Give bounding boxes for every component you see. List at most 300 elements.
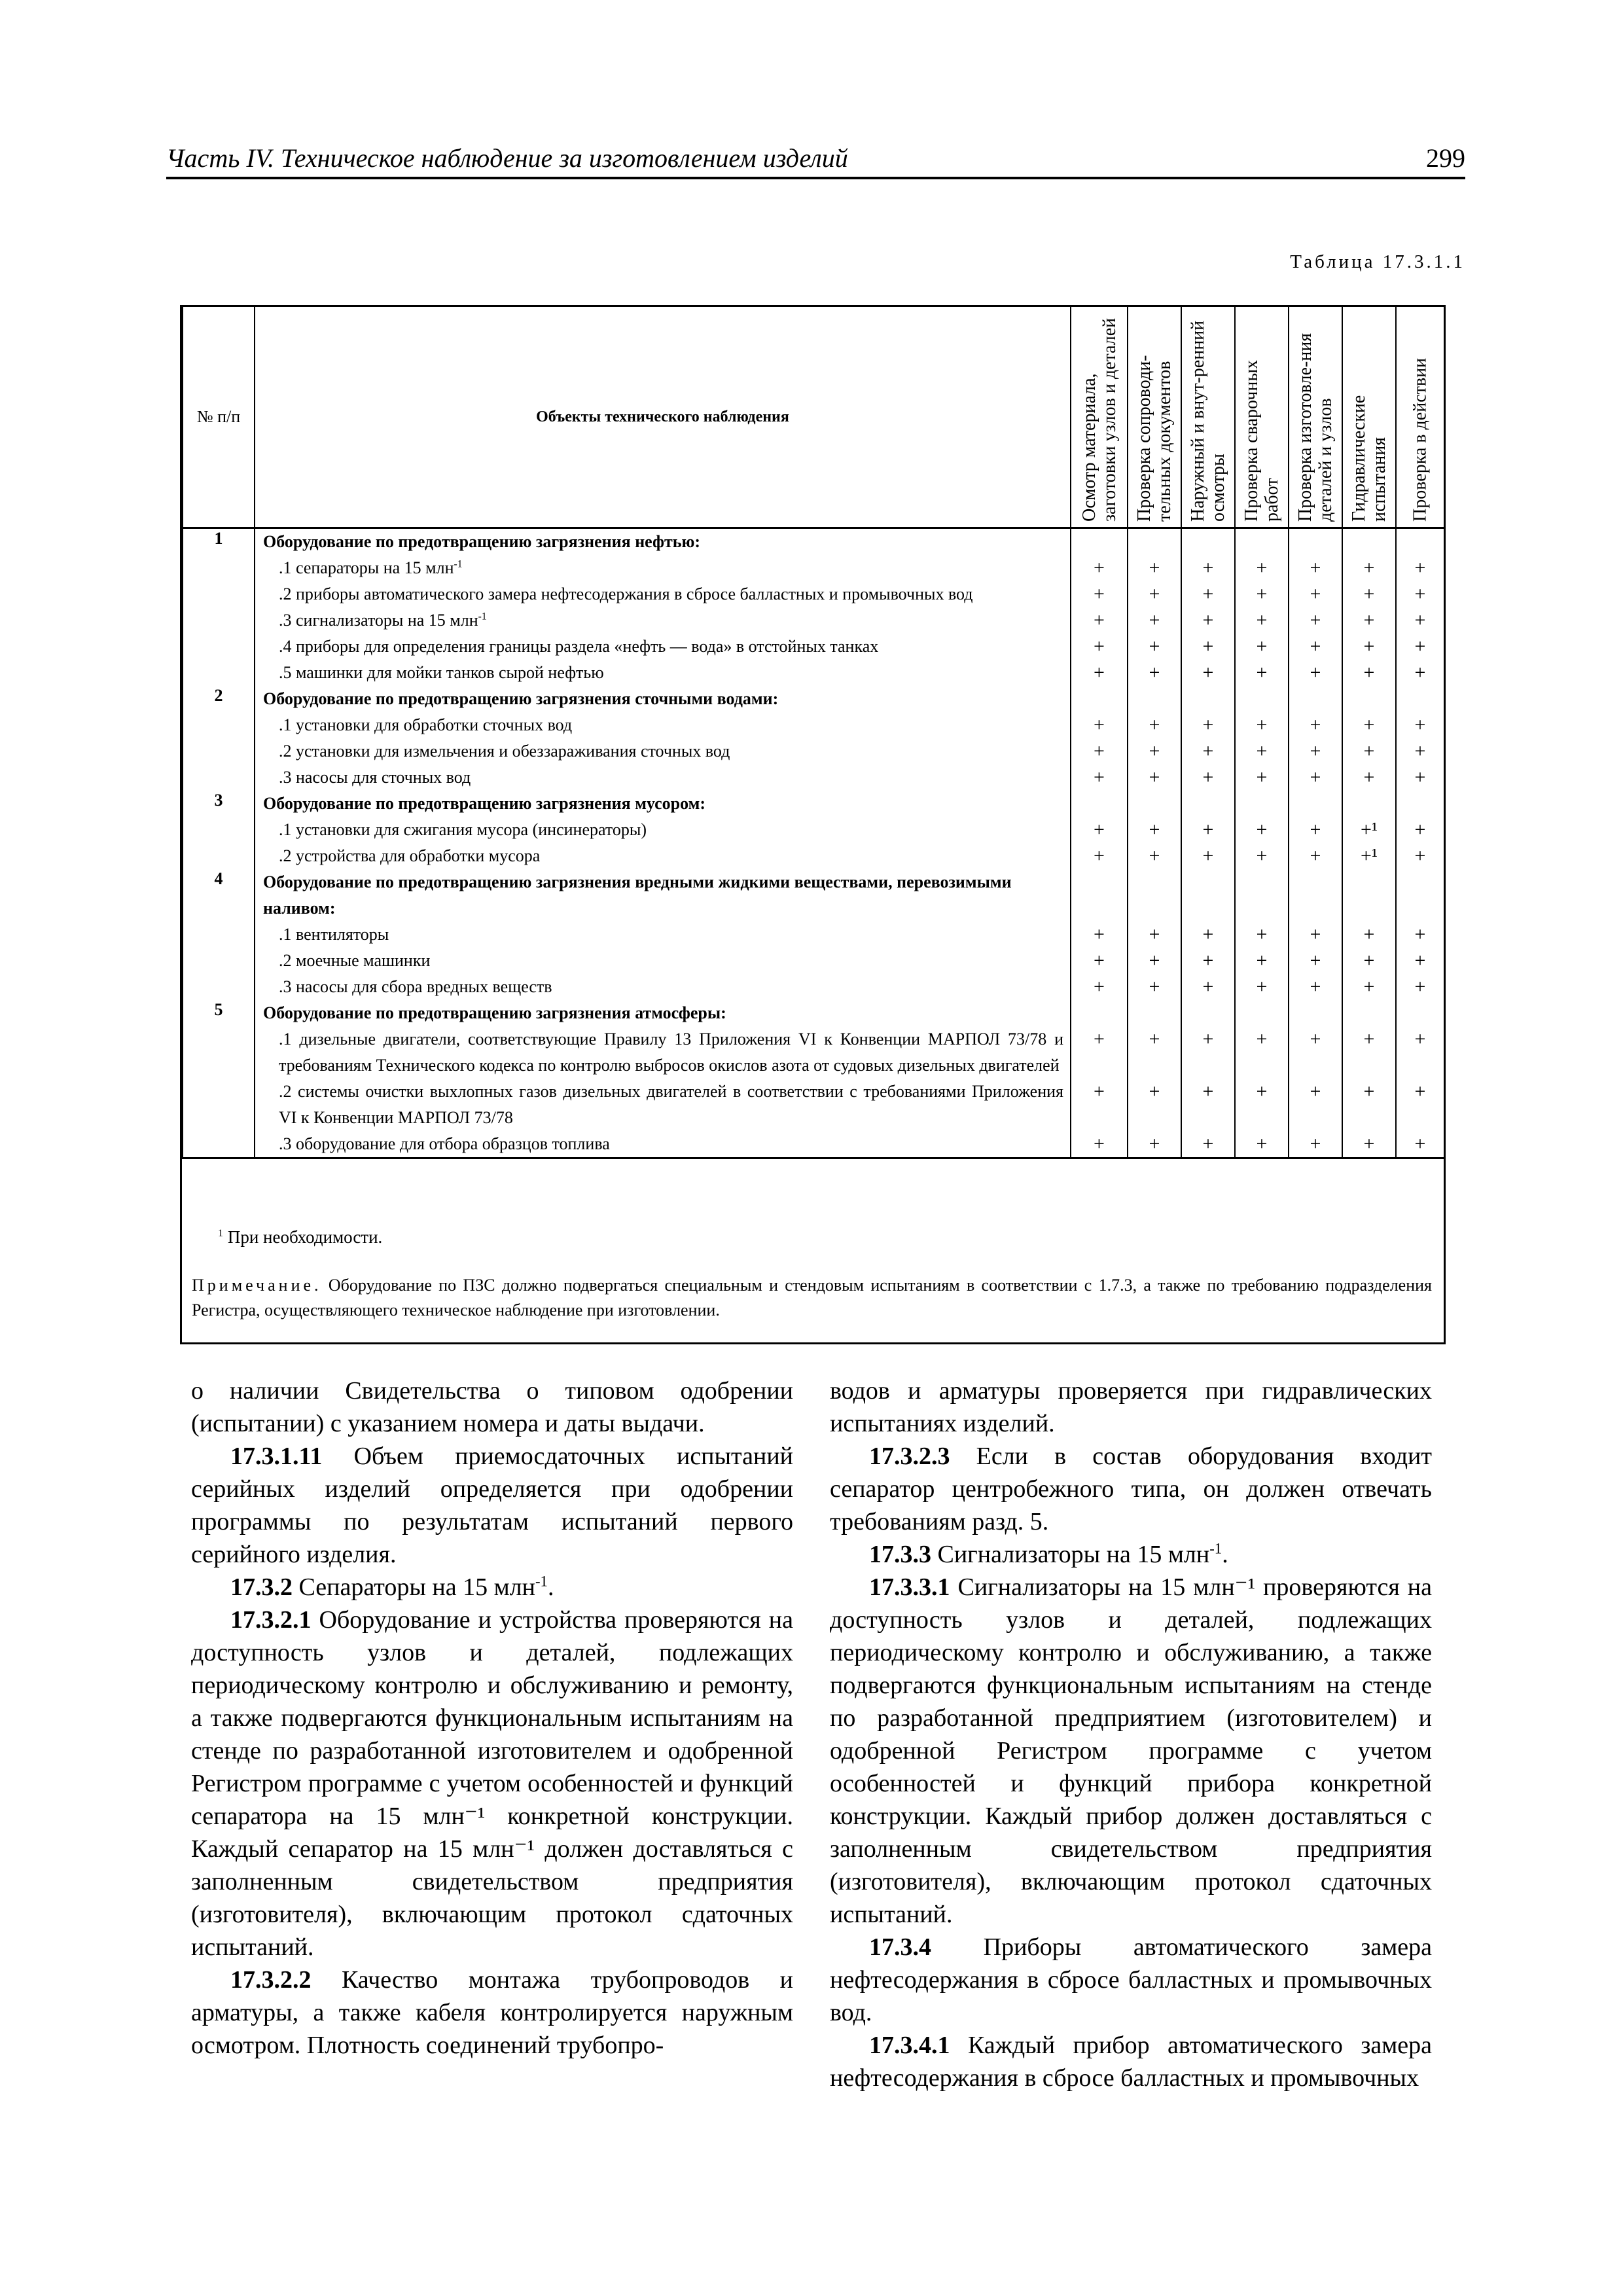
check-mark: + bbox=[1071, 738, 1128, 764]
check-mark: + bbox=[1181, 843, 1235, 869]
check-mark: + bbox=[1396, 738, 1444, 764]
paragraph-tail: . bbox=[1222, 1541, 1228, 1568]
check-mark: + bbox=[1071, 764, 1128, 791]
check-mark: + bbox=[1128, 843, 1181, 869]
row-number bbox=[183, 660, 255, 686]
col-header-check-2 bbox=[1128, 307, 1181, 528]
body-column-left bbox=[191, 1374, 793, 2062]
paragraph-text: Сигнализаторы на 15 млн bbox=[931, 1541, 1210, 1568]
check-mark: + bbox=[1342, 974, 1396, 1000]
check-mark: + bbox=[1235, 843, 1289, 869]
check-mark: + bbox=[1181, 922, 1235, 948]
check-mark bbox=[1128, 686, 1181, 712]
row-object bbox=[255, 948, 1071, 974]
row-number bbox=[183, 1131, 255, 1158]
check-mark: + bbox=[1181, 1079, 1235, 1131]
check-mark bbox=[1235, 528, 1289, 556]
check-mark: + bbox=[1396, 660, 1444, 686]
check-mark: + bbox=[1071, 712, 1128, 738]
check-mark: + bbox=[1289, 1079, 1342, 1131]
check-mark: + bbox=[1071, 922, 1128, 948]
row-object bbox=[255, 712, 1071, 738]
row-object bbox=[255, 843, 1071, 869]
check-mark: + bbox=[1342, 1026, 1396, 1079]
check-mark bbox=[1181, 528, 1235, 556]
check-mark: + bbox=[1396, 1079, 1444, 1131]
check-mark: + bbox=[1289, 948, 1342, 974]
check-mark bbox=[1342, 1000, 1396, 1026]
row-object-text: .3 насосы для сточных вод bbox=[279, 768, 471, 787]
check-mark: + bbox=[1235, 738, 1289, 764]
check-mark bbox=[1289, 686, 1342, 712]
row-object bbox=[255, 974, 1071, 1000]
table-section-row bbox=[183, 869, 1444, 922]
check-mark bbox=[1235, 791, 1289, 817]
check-mark: + bbox=[1128, 712, 1181, 738]
page-number: 299 bbox=[1426, 143, 1465, 173]
check-mark: + bbox=[1235, 581, 1289, 607]
check-mark: + bbox=[1071, 607, 1128, 634]
table-row bbox=[183, 843, 1444, 869]
check-mark bbox=[1289, 528, 1342, 556]
row-object bbox=[255, 607, 1071, 634]
check-mark: + bbox=[1235, 974, 1289, 1000]
row-number bbox=[183, 634, 255, 660]
check-mark: + bbox=[1181, 948, 1235, 974]
check-mark: + bbox=[1289, 817, 1342, 843]
table-row bbox=[183, 764, 1444, 791]
check-mark bbox=[1235, 1000, 1289, 1026]
body-paragraph bbox=[830, 2029, 1432, 2094]
check-mark: + bbox=[1235, 764, 1289, 791]
check-mark: + bbox=[1071, 634, 1128, 660]
row-number bbox=[183, 607, 255, 634]
note-text: Оборудование по ПЗС должно подвергаться специальным и стендовым испытаниям в соответствии с 1.7.3, а также по требованию подразделения Регистра, осуществляющего техническое наблюдение при изготовлении. bbox=[192, 1276, 1432, 1319]
check-mark: + bbox=[1342, 922, 1396, 948]
body-paragraph bbox=[830, 1440, 1432, 1538]
row-number: 4 bbox=[183, 869, 255, 922]
check-mark: + bbox=[1235, 634, 1289, 660]
check-mark bbox=[1289, 869, 1342, 922]
row-number bbox=[183, 764, 255, 791]
check-mark: + bbox=[1235, 555, 1289, 581]
check-mark: + bbox=[1289, 581, 1342, 607]
check-mark: + bbox=[1396, 843, 1444, 869]
check-mark bbox=[1396, 869, 1444, 922]
check-mark: + bbox=[1396, 922, 1444, 948]
check-mark: + bbox=[1181, 660, 1235, 686]
table-row bbox=[183, 634, 1444, 660]
table-row bbox=[183, 555, 1444, 581]
check-mark: + bbox=[1181, 634, 1235, 660]
body-paragraph bbox=[191, 1964, 793, 2062]
table-row bbox=[183, 922, 1444, 948]
table-section-row bbox=[183, 528, 1444, 556]
row-object bbox=[255, 634, 1071, 660]
check-mark bbox=[1128, 791, 1181, 817]
check-mark: + bbox=[1342, 738, 1396, 764]
check-mark bbox=[1235, 686, 1289, 712]
check-mark bbox=[1071, 528, 1128, 556]
row-number bbox=[183, 948, 255, 974]
check-mark bbox=[1181, 791, 1235, 817]
col-header-check-label: Проверка сварочных работ bbox=[1241, 359, 1282, 522]
check-mark: + bbox=[1289, 660, 1342, 686]
table-row bbox=[183, 581, 1444, 607]
check-mark: + bbox=[1289, 555, 1342, 581]
col-header-check-3 bbox=[1181, 307, 1235, 528]
row-object bbox=[255, 1026, 1071, 1079]
check-mark: + bbox=[1342, 1079, 1396, 1131]
row-object-text: Оборудование по предотвращению загрязнения сточными водами: bbox=[263, 689, 779, 708]
check-mark: + bbox=[1071, 1131, 1128, 1158]
table-row bbox=[183, 660, 1444, 686]
check-mark: + bbox=[1342, 1131, 1396, 1158]
paragraph-text: водов и арматуры проверяется при гидравлических испытаниях изделий. bbox=[830, 1377, 1432, 1437]
check-mark: + bbox=[1396, 764, 1444, 791]
row-object-text: .3 сигнализаторы на 15 млн bbox=[279, 611, 478, 630]
check-mark: + bbox=[1181, 817, 1235, 843]
check-mark: + bbox=[1071, 817, 1128, 843]
check-mark: + bbox=[1071, 581, 1128, 607]
body-paragraph bbox=[830, 1374, 1432, 1440]
check-mark: + bbox=[1128, 764, 1181, 791]
check-mark: + bbox=[1235, 607, 1289, 634]
check-mark: + bbox=[1071, 843, 1128, 869]
row-object-text: .2 моечные машинки bbox=[279, 951, 431, 970]
row-object-text: .1 сепараторы на 15 млн bbox=[279, 558, 454, 577]
check-mark: + bbox=[1181, 555, 1235, 581]
check-mark bbox=[1396, 528, 1444, 556]
table-footnote bbox=[218, 1227, 382, 1247]
col-header-number: № п/п bbox=[183, 307, 255, 528]
check-mark: + bbox=[1071, 1026, 1128, 1079]
row-object-text: .5 машинки для мойки танков сырой нефтью bbox=[279, 663, 604, 682]
check-mark: + bbox=[1342, 660, 1396, 686]
check-mark: + bbox=[1289, 1131, 1342, 1158]
check-mark bbox=[1342, 791, 1396, 817]
paragraph-text: Каждый прибор автоматического замера нефтесодержания в сбросе балластных и промывочных bbox=[830, 2032, 1432, 2092]
check-mark: + bbox=[1342, 634, 1396, 660]
check-mark: +¹ bbox=[1342, 843, 1396, 869]
row-object bbox=[255, 817, 1071, 843]
row-number bbox=[183, 1026, 255, 1079]
check-mark: + bbox=[1289, 974, 1342, 1000]
footnote-mark: 1 bbox=[218, 1227, 224, 1239]
paragraph-sup: -1 bbox=[535, 1573, 548, 1590]
row-object bbox=[255, 1000, 1071, 1026]
check-mark: + bbox=[1235, 817, 1289, 843]
check-mark: + bbox=[1235, 1026, 1289, 1079]
clause-number: 17.3.2 bbox=[230, 1573, 293, 1601]
row-object bbox=[255, 922, 1071, 948]
row-object bbox=[255, 1131, 1071, 1158]
paragraph-text: Сепараторы на 15 млн bbox=[293, 1573, 535, 1601]
check-mark: + bbox=[1128, 974, 1181, 1000]
row-object bbox=[255, 764, 1071, 791]
check-mark: + bbox=[1396, 634, 1444, 660]
row-number bbox=[183, 555, 255, 581]
col-header-check-label: Проверка изготовле-ния деталей и узлов bbox=[1295, 332, 1336, 522]
check-mark: + bbox=[1342, 607, 1396, 634]
check-mark: + bbox=[1342, 948, 1396, 974]
clause-number: 17.3.4.1 bbox=[869, 2032, 950, 2059]
page-header bbox=[166, 137, 1465, 179]
table-row bbox=[183, 948, 1444, 974]
col-header-check-label: Наружный и внут-ренний осмотры bbox=[1188, 320, 1228, 522]
row-number bbox=[183, 1079, 255, 1131]
check-mark: + bbox=[1128, 922, 1181, 948]
table-row bbox=[183, 817, 1444, 843]
check-mark: + bbox=[1128, 607, 1181, 634]
check-mark bbox=[1071, 791, 1128, 817]
check-mark: + bbox=[1289, 843, 1342, 869]
row-number bbox=[183, 581, 255, 607]
col-header-check-6 bbox=[1342, 307, 1396, 528]
check-mark: + bbox=[1235, 922, 1289, 948]
row-number: 5 bbox=[183, 1000, 255, 1026]
col-header-check-5 bbox=[1289, 307, 1342, 528]
check-mark: + bbox=[1396, 712, 1444, 738]
check-mark: +¹ bbox=[1342, 817, 1396, 843]
check-mark bbox=[1235, 869, 1289, 922]
col-header-check-1 bbox=[1071, 307, 1128, 528]
clause-number: 17.3.3.1 bbox=[869, 1573, 950, 1601]
table-body bbox=[183, 528, 1444, 1158]
check-mark: + bbox=[1289, 922, 1342, 948]
body-column-right bbox=[830, 1374, 1432, 2094]
inspection-table bbox=[182, 307, 1445, 1159]
check-mark: + bbox=[1342, 555, 1396, 581]
check-mark: + bbox=[1128, 581, 1181, 607]
check-mark: + bbox=[1071, 948, 1128, 974]
check-mark: + bbox=[1396, 974, 1444, 1000]
check-mark: + bbox=[1396, 555, 1444, 581]
check-mark: + bbox=[1181, 607, 1235, 634]
row-object bbox=[255, 1079, 1071, 1131]
paragraph-text: Оборудование и устройства проверяются на доступность узлов и деталей, подлежащих периодическому контролю и обслуживанию и ремонту, а также подвергаются функциональным испытаниям на стенде по разработанной изготовителем и одобренной Регистром программе с учетом особенностей и функций сепаратора на 15 млн⁻¹ конкретной конструкции. Каждый сепаратор на 15 млн⁻¹ должен доставляться с заполненным свидетельством предприятия (изготовителя), включающим протокол сдаточных испытаний. bbox=[191, 1606, 793, 1961]
check-mark bbox=[1071, 686, 1128, 712]
check-mark: + bbox=[1289, 1026, 1342, 1079]
check-mark: + bbox=[1128, 817, 1181, 843]
table-row bbox=[183, 712, 1444, 738]
row-object-text: Оборудование по предотвращению загрязнения атмосферы: bbox=[263, 1003, 726, 1022]
check-mark: + bbox=[1235, 1131, 1289, 1158]
row-number: 2 bbox=[183, 686, 255, 712]
check-mark bbox=[1289, 791, 1342, 817]
check-mark: + bbox=[1396, 1131, 1444, 1158]
clause-number: 17.3.2.3 bbox=[869, 1443, 950, 1470]
check-mark: + bbox=[1289, 764, 1342, 791]
check-mark: + bbox=[1128, 1131, 1181, 1158]
check-mark bbox=[1396, 686, 1444, 712]
row-object-text: .3 насосы для сбора вредных веществ bbox=[279, 977, 552, 996]
check-mark: + bbox=[1235, 1079, 1289, 1131]
check-mark bbox=[1342, 869, 1396, 922]
paragraph-text: Объем приемосдаточных испытаний серийных изделий определяется при одобрении программы по результатам испытаний первого серийного изделия. bbox=[191, 1443, 793, 1568]
row-object-text: Оборудование по предотвращению загрязнения мусором: bbox=[263, 794, 705, 813]
row-number: 3 bbox=[183, 791, 255, 817]
row-object-text: .1 дизельные двигатели, соответствующие Правилу 13 Приложения VI к Конвенции МАРПОЛ 73/78 и требованиям Технического кодекса по контролю выбросов окислов азота от судовых дизельных двигателей bbox=[279, 1030, 1063, 1075]
check-mark bbox=[1342, 686, 1396, 712]
check-mark: + bbox=[1181, 764, 1235, 791]
paragraph-text: Если в состав оборудования входит сепаратор центробежного типа, он должен отвечать требованиям разд. 5. bbox=[830, 1443, 1432, 1535]
row-object-text: .1 установки для сжигания мусора (инсинераторы) bbox=[279, 820, 647, 839]
row-number: 1 bbox=[183, 528, 255, 556]
clause-number: 17.3.2.1 bbox=[230, 1606, 312, 1634]
check-mark bbox=[1289, 1000, 1342, 1026]
row-number bbox=[183, 843, 255, 869]
row-object-text: .2 установки для измельчения и обеззараживания сточных вод bbox=[279, 742, 730, 761]
check-mark: + bbox=[1396, 581, 1444, 607]
check-mark: + bbox=[1128, 1079, 1181, 1131]
col-header-objects: Объекты технического наблюдения bbox=[255, 307, 1071, 528]
check-mark: + bbox=[1181, 1026, 1235, 1079]
check-mark: + bbox=[1289, 607, 1342, 634]
running-title: Часть IV. Техническое наблюдение за изготовлением изделий bbox=[166, 143, 848, 173]
body-paragraph bbox=[191, 1440, 793, 1571]
check-mark bbox=[1128, 1000, 1181, 1026]
check-mark: + bbox=[1071, 555, 1128, 581]
check-mark: + bbox=[1128, 634, 1181, 660]
row-object-sup: -1 bbox=[454, 558, 463, 570]
check-mark: + bbox=[1396, 607, 1444, 634]
row-object bbox=[255, 528, 1071, 556]
check-mark: + bbox=[1071, 660, 1128, 686]
paragraph-text: Приборы автоматического замера нефтесодержания в сбросе балластных и промывочных вод. bbox=[830, 1933, 1432, 2026]
col-header-check-label: Проверка в действии bbox=[1410, 357, 1431, 522]
inspection-table-frame bbox=[180, 305, 1446, 1344]
body-paragraph bbox=[830, 1931, 1432, 2029]
check-mark bbox=[1128, 869, 1181, 922]
row-object bbox=[255, 555, 1071, 581]
clause-number: 17.3.4 bbox=[869, 1933, 931, 1961]
check-mark: + bbox=[1181, 1131, 1235, 1158]
check-mark: + bbox=[1342, 581, 1396, 607]
check-mark: + bbox=[1235, 948, 1289, 974]
check-mark: + bbox=[1128, 660, 1181, 686]
check-mark: + bbox=[1181, 974, 1235, 1000]
row-object-text: .2 устройства для обработки мусора bbox=[279, 846, 541, 865]
check-mark: + bbox=[1289, 634, 1342, 660]
row-object-text: Оборудование по предотвращению загрязнения вредными жидкими веществами, перевозимыми наливом: bbox=[263, 872, 1012, 918]
paragraph-tail: . bbox=[547, 1573, 554, 1601]
note-label: Примечание. bbox=[192, 1276, 322, 1295]
row-object-text: .2 приборы автоматического замера нефтесодержания в сбросе балластных и промывочных вод bbox=[279, 584, 973, 603]
table-section-row bbox=[183, 791, 1444, 817]
check-mark: + bbox=[1342, 712, 1396, 738]
row-number bbox=[183, 738, 255, 764]
check-mark: + bbox=[1128, 1026, 1181, 1079]
check-mark: + bbox=[1396, 1026, 1444, 1079]
check-mark: + bbox=[1235, 712, 1289, 738]
paragraph-text: Качество монтажа трубопроводов и арматуры, а также кабеля контролируется наружным осмотром. Плотность соединений трубопро- bbox=[191, 1966, 793, 2059]
row-object-text: Оборудование по предотвращению загрязнения нефтью: bbox=[263, 532, 701, 551]
body-paragraph bbox=[191, 1604, 793, 1964]
check-mark bbox=[1396, 1000, 1444, 1026]
col-header-check-label: Проверка сопроводи-тельных документов bbox=[1134, 355, 1175, 522]
check-mark: + bbox=[1289, 738, 1342, 764]
check-mark: + bbox=[1181, 738, 1235, 764]
clause-number: 17.3.2.2 bbox=[230, 1966, 312, 1994]
check-mark: + bbox=[1181, 581, 1235, 607]
clause-number: 17.3.1.11 bbox=[230, 1443, 323, 1470]
row-object-text: .1 вентиляторы bbox=[279, 925, 389, 944]
paragraph-text: о наличии Свидетельства о типовом одобрении (испытании) с указанием номера и даты выдачи. bbox=[191, 1377, 793, 1437]
row-object-text: .1 установки для обработки сточных вод bbox=[279, 715, 573, 734]
table-section-row bbox=[183, 686, 1444, 712]
table-note bbox=[192, 1273, 1432, 1323]
paragraph-text: Сигнализаторы на 15 млн⁻¹ проверяются на доступность узлов и деталей, подлежащих периодическому контролю и обслуживанию, а также подвергаются функциональным испытаниям на стенде по разработанной предприятием (изготовителем) и одобренной Регистром программе с учетом особенностей и функций прибора конкретной конструкции. Каждый прибор должен доставляться с заполненным свидетельством предприятия (изготовителя), включающим протокол сдаточных испытаний. bbox=[830, 1573, 1432, 1928]
check-mark: + bbox=[1396, 817, 1444, 843]
header-rule bbox=[166, 177, 1465, 179]
check-mark: + bbox=[1128, 948, 1181, 974]
clause-number: 17.3.3 bbox=[869, 1541, 931, 1568]
check-mark bbox=[1071, 869, 1128, 922]
table-row bbox=[183, 974, 1444, 1000]
table-section-row bbox=[183, 1000, 1444, 1026]
col-header-check-4 bbox=[1235, 307, 1289, 528]
check-mark bbox=[1181, 869, 1235, 922]
check-mark: + bbox=[1071, 1079, 1128, 1131]
check-mark: + bbox=[1289, 712, 1342, 738]
row-object bbox=[255, 869, 1071, 922]
row-object bbox=[255, 686, 1071, 712]
table-caption: Таблица 17.3.1.1 bbox=[1290, 251, 1465, 272]
row-object bbox=[255, 581, 1071, 607]
row-object-text: .4 приборы для определения границы раздела «нефть — вода» в отстойных танках bbox=[279, 637, 879, 656]
row-object-sup: -1 bbox=[478, 611, 487, 622]
table-row bbox=[183, 607, 1444, 634]
col-header-check-7 bbox=[1396, 307, 1444, 528]
check-mark bbox=[1128, 528, 1181, 556]
body-paragraph bbox=[191, 1571, 793, 1604]
check-mark: + bbox=[1071, 974, 1128, 1000]
row-number bbox=[183, 817, 255, 843]
check-mark: + bbox=[1181, 712, 1235, 738]
row-object-text: .3 оборудование для отбора образцов топлива bbox=[279, 1134, 610, 1153]
check-mark bbox=[1071, 1000, 1128, 1026]
col-header-check-label: Осмотр материала, заготовки узлов и деталей bbox=[1079, 317, 1120, 522]
col-header-check-label: Гидравлические испытания bbox=[1349, 395, 1389, 522]
check-mark bbox=[1181, 1000, 1235, 1026]
check-mark: + bbox=[1128, 555, 1181, 581]
paragraph-sup: -1 bbox=[1209, 1540, 1222, 1557]
row-object-text: .2 системы очистки выхлопных газов дизельных двигателей в соответствии с требованиями Приложения VI к Конвенции МАРПОЛ 73/78 bbox=[279, 1082, 1063, 1127]
footnote-text: При необходимости. bbox=[227, 1227, 383, 1247]
check-mark bbox=[1342, 528, 1396, 556]
check-mark: + bbox=[1396, 948, 1444, 974]
check-mark bbox=[1396, 791, 1444, 817]
row-object bbox=[255, 791, 1071, 817]
table-row bbox=[183, 1026, 1444, 1079]
row-number bbox=[183, 712, 255, 738]
table-row bbox=[183, 1079, 1444, 1131]
table-row bbox=[183, 1131, 1444, 1158]
body-paragraph bbox=[830, 1571, 1432, 1931]
body-paragraph bbox=[191, 1374, 793, 1440]
table-row bbox=[183, 738, 1444, 764]
row-object bbox=[255, 738, 1071, 764]
table-header-row bbox=[183, 307, 1444, 528]
row-object bbox=[255, 660, 1071, 686]
check-mark bbox=[1181, 686, 1235, 712]
row-number bbox=[183, 922, 255, 948]
check-mark: + bbox=[1235, 660, 1289, 686]
row-number bbox=[183, 974, 255, 1000]
check-mark: + bbox=[1342, 764, 1396, 791]
body-paragraph bbox=[830, 1538, 1432, 1571]
